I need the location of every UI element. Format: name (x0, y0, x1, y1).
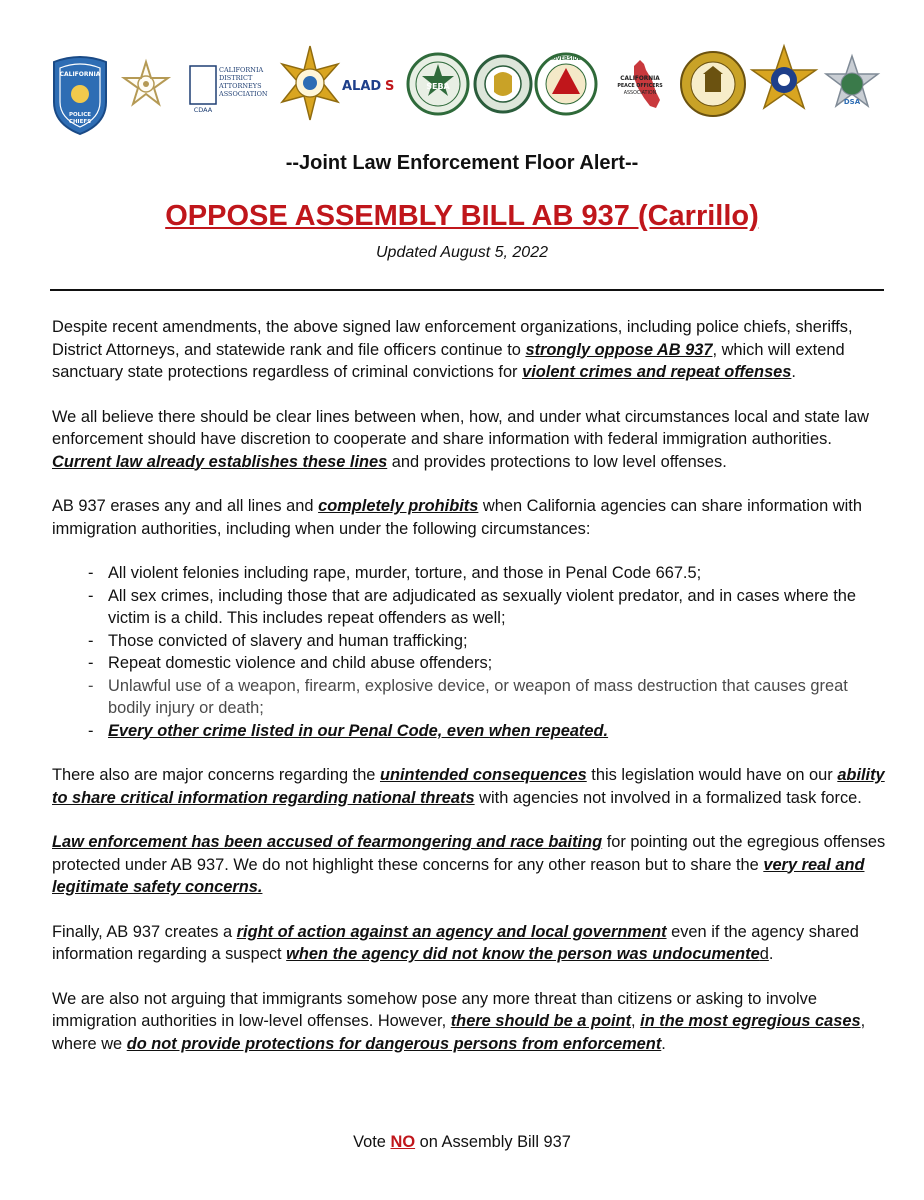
svg-text:CDAA: CDAA (193, 106, 213, 114)
paragraph-1: Despite recent amendments, the above signed law enforcement organizations, including police chiefs, sheriffs, District Attorneys, and statewide rank and file officers continue to strongly oppose AB 937, which will extend sanctuary state protections regardless of criminal convictions for violent crimes and repeat offenses. (52, 318, 853, 381)
paragraph-3: AB 937 erases any and all lines and completely prohibits when California agencies can share information with immigration authorities, including when under the following circumstances: (52, 497, 862, 538)
california-police-chiefs-logo (48, 40, 112, 140)
body-text (52, 316, 892, 1077)
california-peace-officers-association-logo (600, 40, 680, 140)
emphasis: Every other crime listed in our Penal Code, even when repeated. (108, 721, 609, 740)
emphasis: right of action against an agency and local government (236, 922, 667, 941)
list-item: - All violent felonies including rape, murder, torture, and those in Penal Code 667.5; (88, 564, 702, 582)
list-item: - Every other crime listed in our Penal Code, even when repeated. (88, 721, 609, 740)
emphasis: Current law already establishes these lines (52, 452, 388, 471)
paragraph-7: We are also not arguing that immigrants somehow pose any more threat than citizens or asking to involve immigration authorities in low-level offenses. However, there should be a point, in the most egregious cases, where we do not provide protections for dangerous persons from enforcement. (52, 989, 866, 1053)
sacramento-county-deputy-sheriffs-logo (678, 40, 748, 140)
list-item: - Unlawful use of a weapon, firearm, explosive device, or weapon of mass destruction that causes great bodily injury or death; (88, 676, 848, 717)
list-item: - Repeat domestic violence and child abuse offenders; (88, 654, 493, 672)
vote-no-footer: Vote NO on Assembly Bill 937 (353, 1133, 571, 1151)
updated-date: Updated August 5, 2022 (376, 244, 548, 261)
deputy-sheriffs-association-logo (472, 40, 534, 140)
emphasis: when the agency did not know the person was undocumente (286, 945, 760, 963)
emphasis: ability to share critical information regarding national threats (52, 766, 885, 807)
emphasis: in the most egregious cases (640, 1012, 861, 1030)
organization-logos (48, 40, 884, 140)
riverside-sheriffs-association-logo (534, 40, 598, 140)
no-emphasis: NO (390, 1133, 416, 1151)
paragraph-2: We all believe there should be clear lines between when, how, and under what circumstances local and state law enforcement should have discretion to cooperate and share information with federal immigration authorities. Current law already establishes these lines and provides protections to low level offenses. (52, 407, 869, 471)
emphasis: violent crimes and repeat offenses (522, 363, 792, 381)
divider-rule (50, 289, 884, 291)
dsa-logo (820, 40, 884, 140)
svg-text:CHIEFS: CHIEFS (68, 119, 92, 125)
svg-text:CALIFORNIA: CALIFORNIA (620, 76, 660, 82)
svg-text:SEBA: SEBA (426, 82, 450, 91)
headline: OPPOSE ASSEMBLY BILL AB 937 (Carrillo) (165, 200, 759, 232)
svg-text:ATTORNEYS: ATTORNEYS (219, 82, 262, 90)
svg-text:PEACE OFFICERS: PEACE OFFICERS (617, 84, 663, 89)
svg-text:DISTRICT: DISTRICT (219, 74, 253, 82)
cdaa-logo (188, 40, 270, 140)
list-item: - All sex crimes, including those that are adjudicated as sexually violent predator, and in cases where the victim is a child. This includes repeat offenders as well; (88, 586, 857, 627)
circumstances-list (52, 562, 892, 742)
emphasis: do not provide protections for dangerous persons from enforcement (126, 1034, 662, 1053)
california-state-sheriffs-logo (276, 40, 344, 140)
svg-text:ALAD: ALAD (342, 79, 382, 94)
svg-text:RIVERSIDE: RIVERSIDE (551, 56, 581, 62)
emphasis: very real and legitimate safety concerns. (52, 855, 865, 896)
svg-text:S: S (385, 79, 395, 94)
paragraph-5: Law enforcement has been accused of fearmongering and race baiting for pointing out the egregious offenses protected under AB 937. We do not highlight these concerns for any other reason but to share the very real and legitimate safety concerns. (52, 833, 886, 896)
fop-logo (748, 40, 820, 140)
svg-text:ASSOCIATION: ASSOCIATION (623, 91, 657, 96)
emphasis: Law enforcement has been accused of fearmongering and race baiting (52, 833, 603, 851)
emphasis: strongly oppose AB 937 (525, 340, 713, 359)
svg-text:POLICE: POLICE (68, 112, 92, 118)
sheriff-star-logo (118, 40, 174, 140)
alert-title: --Joint Law Enforcement Floor Alert-- (285, 152, 639, 174)
svg-text:DSA: DSA (843, 98, 861, 106)
seba-logo (404, 40, 472, 140)
emphasis: unintended consequences (379, 766, 587, 784)
emphasis: completely prohibits (318, 497, 479, 515)
list-item: - Those convicted of slavery and human trafficking; (88, 631, 468, 650)
cpc-top-text: CALIFORNIA (59, 71, 101, 78)
alads-logo (340, 40, 400, 140)
svg-text:CALIFORNIA: CALIFORNIA (219, 66, 264, 74)
svg-text:ASSOCIATION: ASSOCIATION (219, 90, 268, 98)
emphasis: there should be a point (450, 1012, 632, 1030)
paragraph-4: There also are major concerns regarding the unintended consequences this legislation would have on our ability to share critical information regarding national threats with agencies not involved in a formalized task force. (52, 766, 885, 807)
paragraph-6: Finally, AB 937 creates a right of action against an agency and local government even if the agency shared information regarding a suspect when the agency did not know the person was undocumented. (52, 922, 859, 963)
